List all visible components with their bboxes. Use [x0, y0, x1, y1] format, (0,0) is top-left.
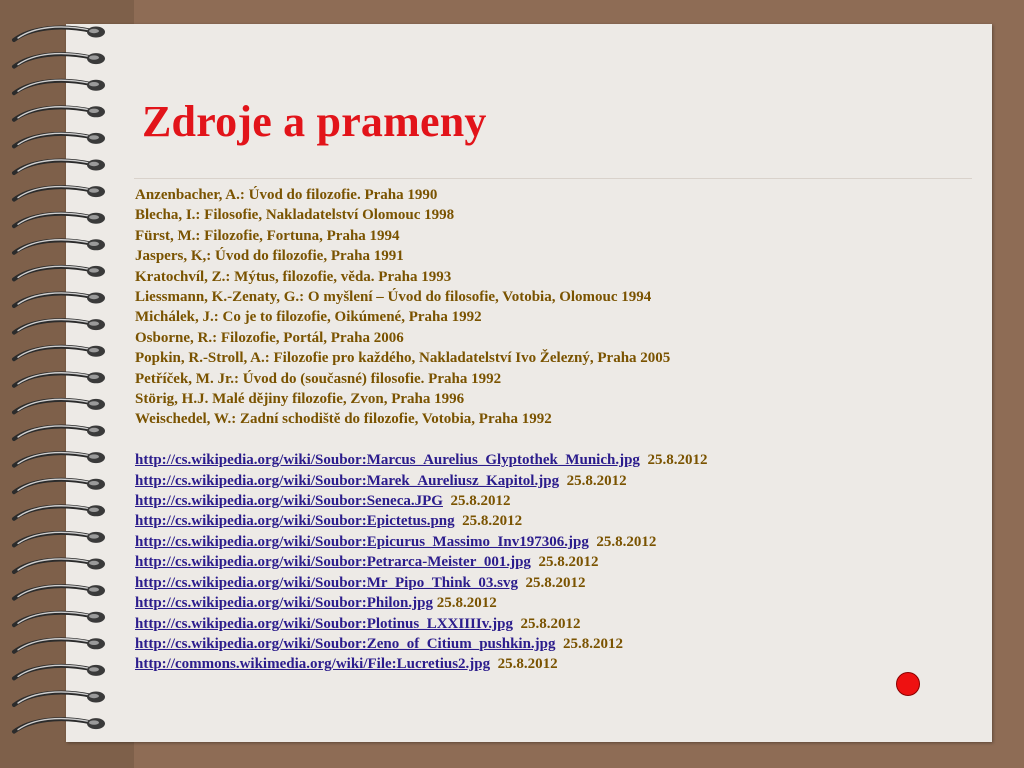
spiral-ring [14, 426, 105, 440]
spiral-ring [14, 559, 105, 573]
spiral-ring [14, 239, 105, 253]
spiral-ring [14, 612, 105, 626]
access-date: 25.8.2012 [450, 493, 511, 510]
image-source-link[interactable]: http://cs.wikipedia.org/wiki/Soubor:Marek_Aureliusz_Kapitol.jpg [135, 472, 560, 489]
spiral-ring [14, 585, 105, 599]
spiral-binding [0, 18, 120, 758]
image-source-link[interactable]: http://cs.wikipedia.org/wiki/Soubor:Seneca.JPG [135, 493, 443, 510]
spiral-ring [14, 319, 105, 333]
spiral-ring [14, 505, 105, 519]
link-row [135, 593, 965, 613]
link-row [135, 552, 965, 572]
spiral-ring [14, 479, 105, 493]
source-item: Osborne, R.: Filozofie, Portál, Praha 2006 [135, 329, 404, 346]
spiral-ring [14, 372, 105, 386]
spiral-ring [14, 53, 105, 67]
source-item: Jaspers, K,: Úvod do filozofie, Praha 1991 [135, 248, 404, 265]
spiral-ring [14, 133, 105, 147]
link-row [135, 450, 965, 470]
access-date: 25.8.2012 [497, 656, 558, 673]
image-source-link[interactable]: http://cs.wikipedia.org/wiki/Soubor:Epicurus_Massimo_Inv197306.jpg [135, 533, 589, 550]
link-row [135, 491, 965, 511]
spiral-ring [14, 80, 105, 94]
spiral-ring [14, 718, 105, 732]
spiral-ring [14, 186, 105, 200]
spiral-ring [14, 160, 105, 174]
spiral-ring [14, 213, 105, 227]
image-links-block [135, 450, 965, 674]
source-item: Blecha, I.: Filosofie, Nakladatelství Olomouc 1998 [135, 207, 455, 224]
references-list [135, 185, 965, 675]
access-date: 25.8.2012 [462, 513, 523, 530]
access-date: 25.8.2012 [520, 615, 581, 632]
link-row [135, 511, 965, 531]
link-row [135, 471, 965, 491]
source-item: Weischedel, W.: Zadní schodiště do filozofie, Votobia, Praha 1992 [135, 411, 552, 428]
source-item: Kratochvíl, Z.: Mýtus, filozofie, věda. Praha 1993 [135, 268, 452, 285]
source-item: Petříček, M. Jr.: Úvod do (současné) filosofie. Praha 1992 [135, 370, 502, 387]
source-item: Liessmann, K.-Zenaty, G.: O myšlení – Úvod do filosofie, Votobia, Olomouc 1994 [135, 289, 652, 306]
bibliography-block [135, 185, 965, 430]
spiral-ring [14, 293, 105, 307]
spiral-ring [14, 346, 105, 360]
image-source-link[interactable]: http://cs.wikipedia.org/wiki/Soubor:Zeno_of_Citium_pushkin.jpg [135, 635, 556, 652]
image-source-link[interactable]: http://cs.wikipedia.org/wiki/Soubor:Petrarca-Meister_001.jpg [135, 554, 531, 571]
source-item: Popkin, R.-Stroll, A.: Filozofie pro každého, Nakladatelství Ivo Železný, Praha 2005 [135, 350, 671, 367]
red-dot-icon[interactable] [896, 672, 920, 696]
spiral-ring [14, 266, 105, 280]
link-row [135, 573, 965, 593]
image-source-link[interactable]: http://commons.wikimedia.org/wiki/File:Lucretius2.jpg [135, 656, 491, 673]
access-date: 25.8.2012 [563, 635, 624, 652]
spacer [135, 430, 965, 450]
spiral-ring [14, 452, 105, 466]
link-row [135, 654, 965, 674]
title-divider [134, 178, 972, 179]
spiral-ring [14, 532, 105, 546]
link-row [135, 532, 965, 552]
access-date: 25.8.2012 [525, 574, 586, 591]
spiral-ring [14, 27, 105, 41]
link-row [135, 614, 965, 634]
access-date: 25.8.2012 [596, 533, 657, 550]
link-row [135, 634, 965, 654]
spiral-ring [14, 399, 105, 413]
image-source-link[interactable]: http://cs.wikipedia.org/wiki/Soubor:Mr_Pipo_Think_03.svg [135, 574, 518, 591]
image-source-link[interactable]: http://cs.wikipedia.org/wiki/Soubor:Philon.jpg [135, 595, 433, 612]
image-source-link[interactable]: http://cs.wikipedia.org/wiki/Soubor:Epictetus.png [135, 513, 455, 530]
source-item: Anzenbacher, A.: Úvod do filozofie. Praha 1990 [135, 187, 438, 203]
spiral-ring [14, 692, 105, 706]
access-date: 25.8.2012 [538, 554, 599, 571]
access-date: 25.8.2012 [566, 472, 627, 489]
source-item: Michálek, J.: Co je to filozofie, Oikúmené, Praha 1992 [135, 309, 482, 326]
access-date: 25.8.2012 [647, 452, 708, 469]
source-item: Fürst, M.: Filozofie, Fortuna, Praha 1994 [135, 227, 400, 244]
slide-title: Zdroje a prameny [142, 97, 487, 146]
access-date: 25.8.2012 [436, 595, 497, 612]
source-item: Störig, H.J. Malé dějiny filozofie, Zvon, Praha 1996 [135, 391, 465, 408]
image-source-link[interactable]: http://cs.wikipedia.org/wiki/Soubor:Marcus_Aurelius_Glyptothek_Munich.jpg [135, 452, 640, 469]
spiral-ring [14, 638, 105, 652]
spiral-ring [14, 665, 105, 679]
image-source-link[interactable]: http://cs.wikipedia.org/wiki/Soubor:Plotinus_LXXIIIIv.jpg [135, 615, 513, 632]
spiral-ring [14, 106, 105, 120]
